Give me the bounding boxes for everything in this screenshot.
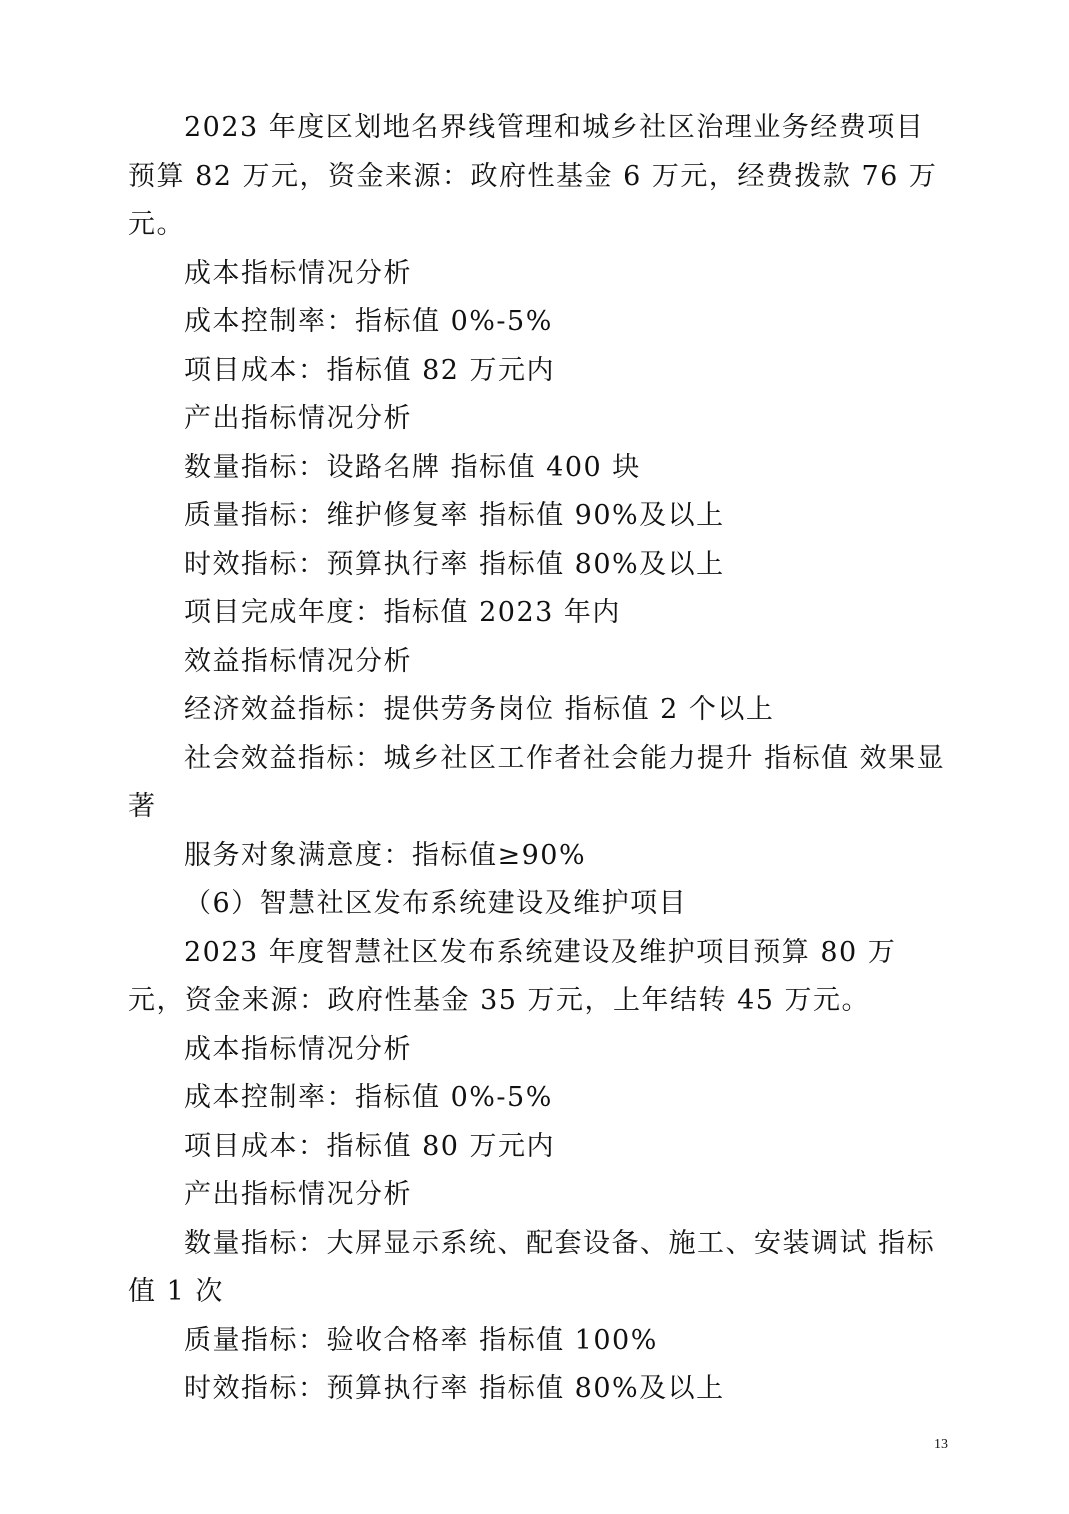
section-heading: 成本指标情况分析: [184, 1033, 412, 1065]
project-heading: （6）智慧社区发布系统建设及维护项目: [184, 888, 688, 919]
paragraph: 项目成本：指标值 82 万元内: [184, 354, 556, 386]
paragraph: 质量指标：维护修复率 指标值 90%及以上: [184, 500, 725, 531]
paragraph: 2023 年度智慧社区发布系统建设及维护项目预算 80 万元，资金来源：政府性基金 35 万元，上年结转 45 万元。: [128, 936, 897, 1016]
paragraph: 数量指标：设路名牌 指标值 400 块: [184, 451, 641, 483]
document-body: [128, 104, 948, 1414]
section-heading: 成本指标情况分析: [184, 257, 412, 289]
paragraph: 质量指标：验收合格率 指标值 100%: [184, 1324, 658, 1356]
paragraph: 时效指标：预算执行率 指标值 80%及以上: [184, 548, 725, 580]
paragraph: 项目成本：指标值 80 万元内: [184, 1130, 556, 1162]
paragraph: 成本控制率：指标值 0%-5%: [184, 1082, 553, 1113]
paragraph: 服务对象满意度：指标值≥90%: [184, 839, 587, 871]
paragraph: 时效指标：预算执行率 指标值 80%及以上: [184, 1373, 725, 1404]
paragraph: 2023 年度区划地名界线管理和城乡社区治理业务经费项目预算 82 万元，资金来源：政府性基金 6 万元，经费拨款 76 万元。: [128, 112, 938, 240]
paragraph: 经济效益指标：提供劳务岗位 指标值 2 个以上: [184, 694, 775, 725]
paragraph: 数量指标：大屏显示系统、配套设备、施工、安装调试 指标值 1 次: [128, 1227, 936, 1307]
paragraph: 项目完成年度：指标值 2023 年内: [184, 597, 621, 628]
page-number: 13: [934, 1437, 948, 1452]
paragraph: 成本控制率：指标值 0%-5%: [184, 306, 553, 337]
section-heading: 产出指标情况分析: [184, 1179, 412, 1210]
section-heading: 效益指标情况分析: [184, 645, 412, 677]
section-heading: 产出指标情况分析: [184, 403, 412, 434]
paragraph: 社会效益指标：城乡社区工作者社会能力提升 指标值 效果显著: [128, 742, 946, 822]
